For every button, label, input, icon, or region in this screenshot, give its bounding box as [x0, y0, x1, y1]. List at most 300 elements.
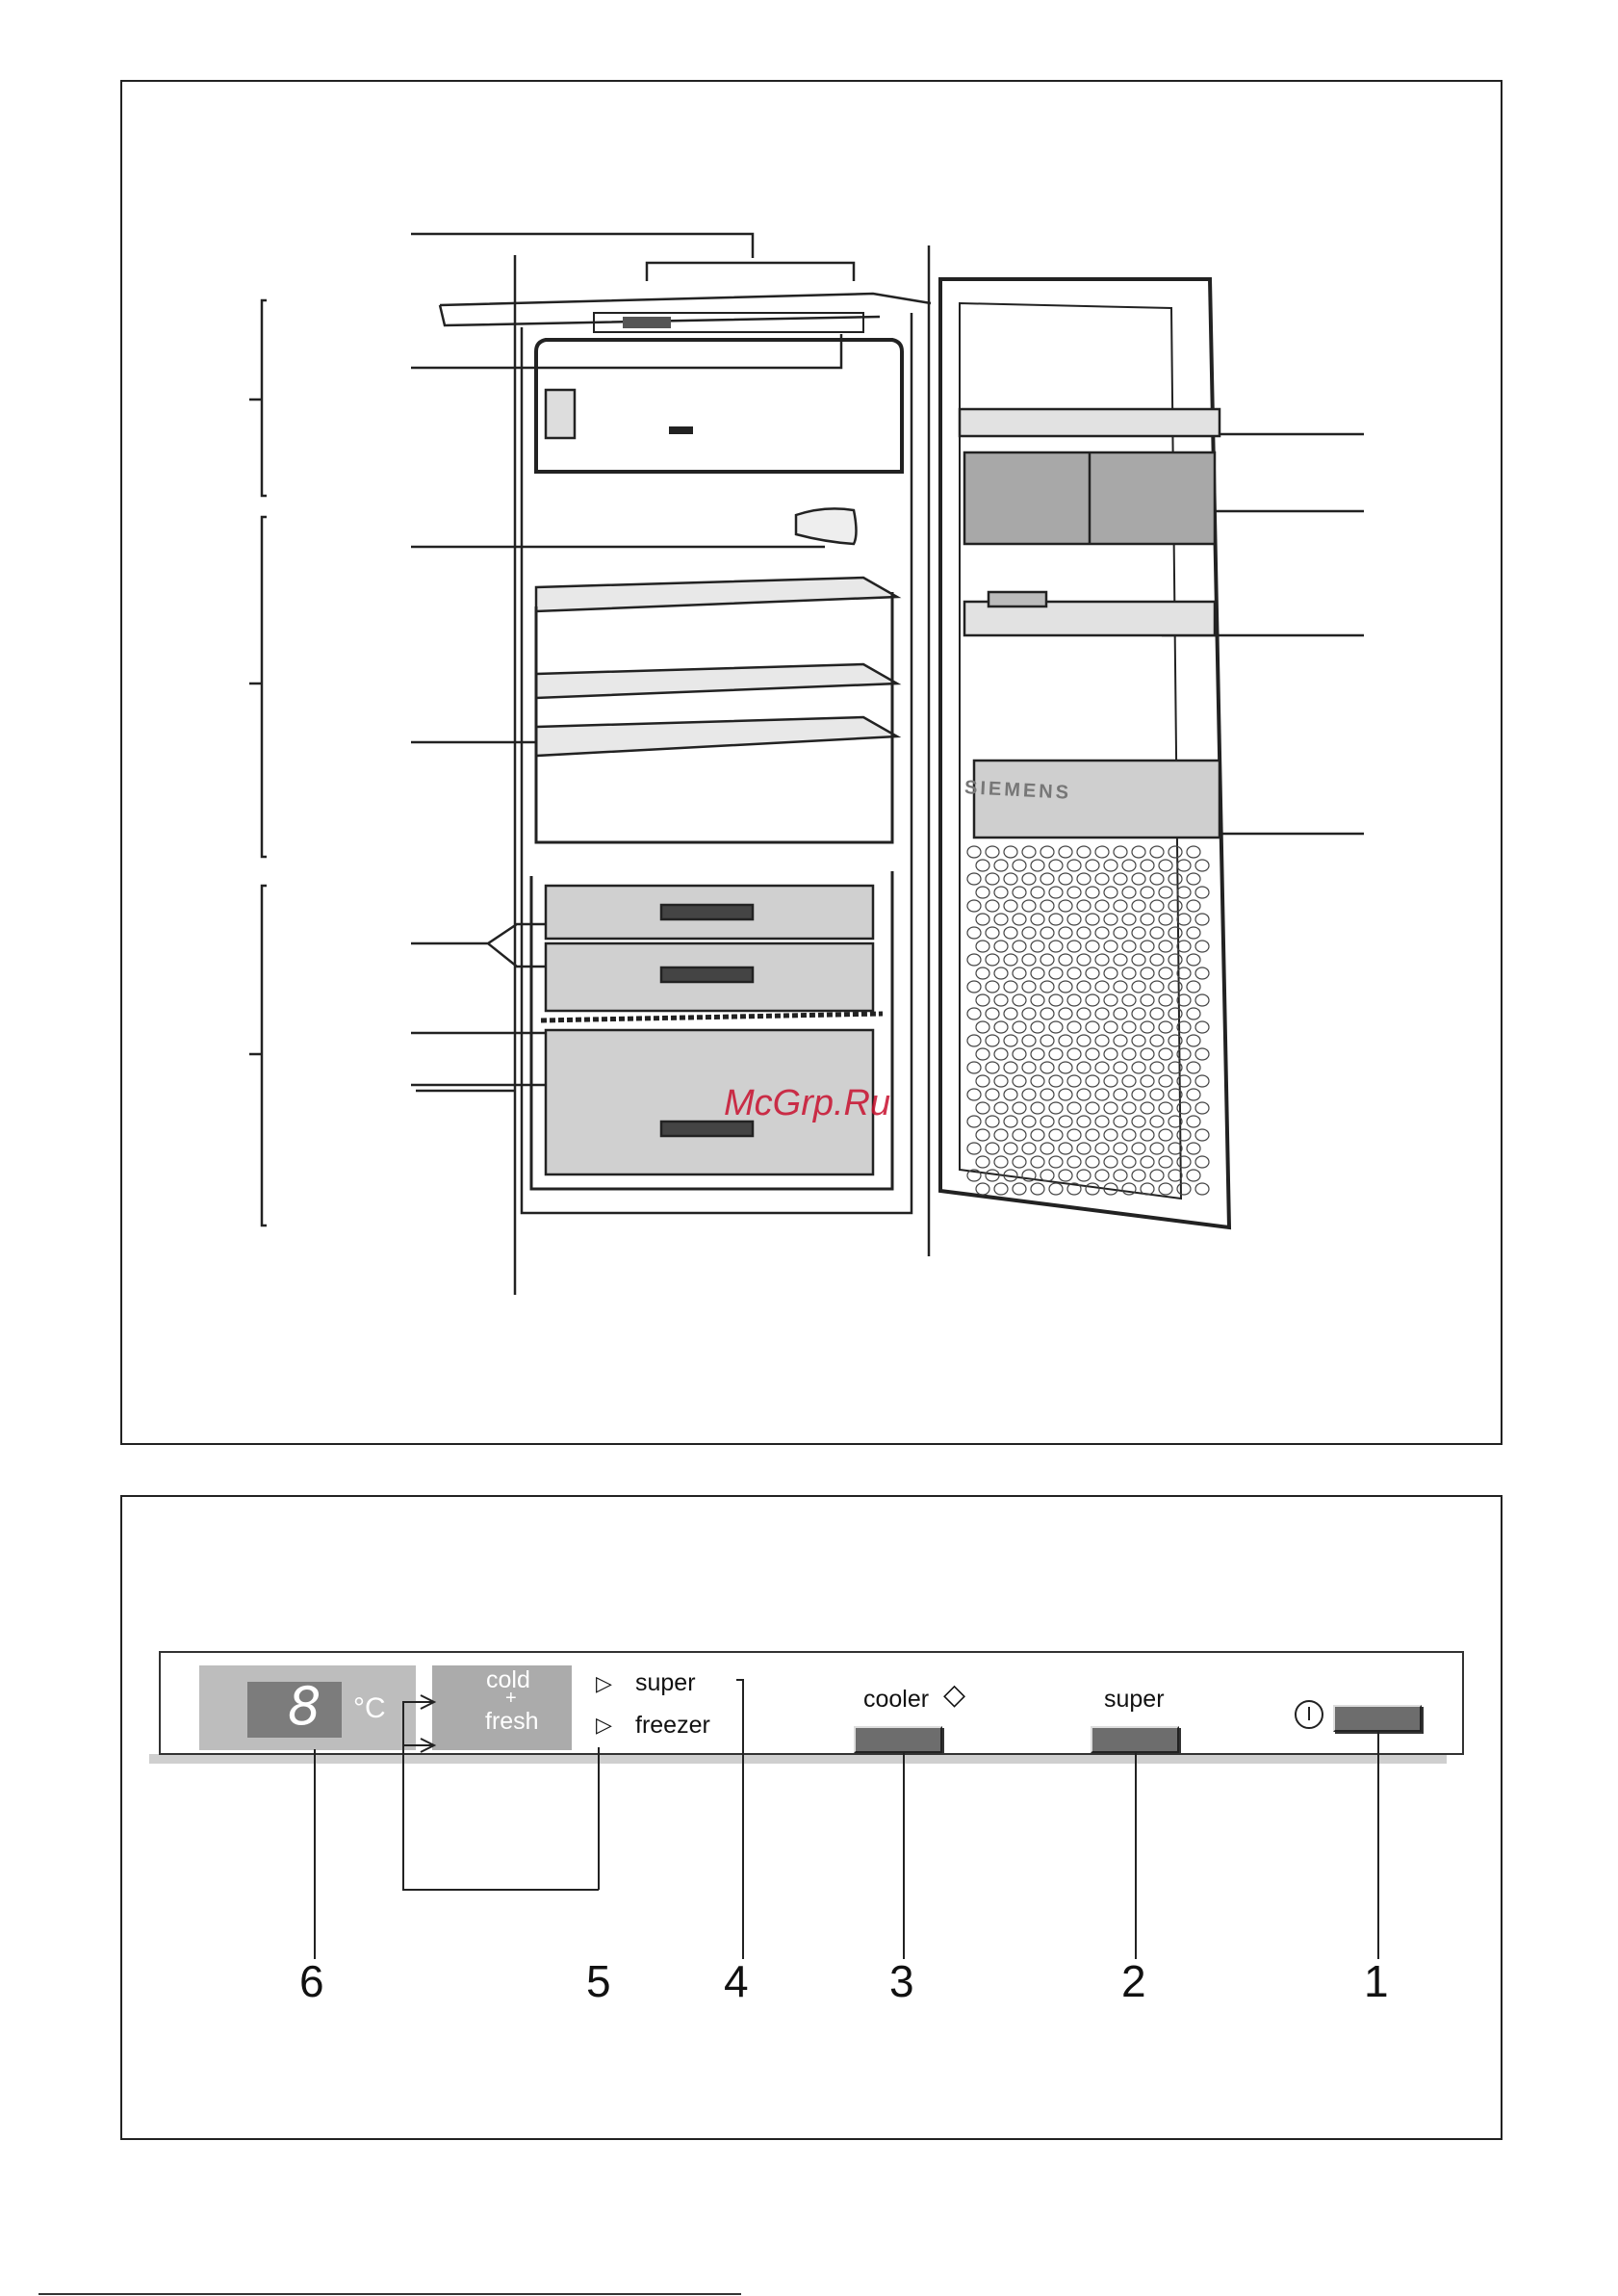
door-dimple: [1004, 981, 1017, 993]
door-dimple: [1159, 1048, 1172, 1060]
door-dimple: [1114, 927, 1127, 939]
door-dimple: [1122, 1048, 1136, 1060]
door-dimple: [1195, 941, 1209, 952]
door-dimple: [1187, 1116, 1200, 1127]
door-dimple: [1049, 1075, 1063, 1087]
door-dimple: [1013, 1048, 1026, 1060]
door-dimple: [1187, 873, 1200, 885]
door-dimple: [1159, 1129, 1172, 1141]
door-dimple: [1104, 994, 1117, 1006]
door-dimple: [1040, 846, 1054, 858]
door-dimple: [1132, 1035, 1145, 1046]
door-dimple: [1059, 927, 1072, 939]
door-dimple: [1031, 914, 1044, 925]
door-dimple: [1114, 873, 1127, 885]
door-dimple: [1095, 1143, 1109, 1154]
door-dimple: [994, 967, 1008, 979]
door-dimple: [1150, 981, 1164, 993]
door-dimple: [986, 900, 999, 912]
bracket-cooler: [249, 886, 267, 1225]
door-dimple: [1150, 1062, 1164, 1073]
door-dimple: [1040, 1008, 1054, 1019]
door-dimple: [1086, 860, 1099, 871]
door-dimple: [1086, 914, 1099, 925]
door-dimple: [1177, 1183, 1191, 1195]
door-dimple: [1187, 846, 1200, 858]
door-dimple: [1059, 1143, 1072, 1154]
door-dimple: [1022, 1008, 1036, 1019]
door-dimple: [1040, 1116, 1054, 1127]
door-dimple: [1132, 1089, 1145, 1100]
door-dimple: [1086, 967, 1099, 979]
door-dimple: [1187, 1062, 1200, 1073]
door-dimple: [1059, 1089, 1072, 1100]
door-dimple: [1177, 1129, 1191, 1141]
door-dimple: [1114, 1170, 1127, 1181]
door-dimple: [994, 860, 1008, 871]
door-dimple: [1187, 927, 1200, 939]
glass-shelf-3: [536, 717, 897, 756]
door-dimple: [1049, 1048, 1063, 1060]
door-dimple: [1095, 846, 1109, 858]
door-dimple: [1059, 873, 1072, 885]
door-dimple: [1095, 1089, 1109, 1100]
door-dimple: [1059, 846, 1072, 858]
door-dimple: [1195, 1075, 1209, 1087]
door-dimple: [1122, 1156, 1136, 1168]
door-dimple: [967, 1116, 981, 1127]
door-dimple: [1159, 1021, 1172, 1033]
door-dimple: [1195, 914, 1209, 925]
door-dimple: [1187, 900, 1200, 912]
super-button-label: super: [1104, 1686, 1165, 1713]
door-dimple: [1095, 1170, 1109, 1181]
door-dimple: [1195, 967, 1209, 979]
door-dimple: [1169, 981, 1182, 993]
door-dimple: [994, 1156, 1008, 1168]
door-dimple: [1150, 927, 1164, 939]
door-dimple: [1049, 941, 1063, 952]
door-dimple: [1150, 1116, 1164, 1127]
door-dimple: [1150, 954, 1164, 966]
door-dimple: [1004, 1008, 1017, 1019]
door-dimple: [976, 887, 989, 898]
door-dimple: [994, 1129, 1008, 1141]
door-dimple: [1086, 1102, 1099, 1114]
door-dimple: [1059, 981, 1072, 993]
door-dimple: [1195, 994, 1209, 1006]
door-dimple: [1077, 1116, 1091, 1127]
door-dimple: [1049, 887, 1063, 898]
door-dimple: [1077, 1143, 1091, 1154]
door-dimple: [1095, 873, 1109, 885]
door-dimple: [1031, 967, 1044, 979]
door-dimple: [1122, 1102, 1136, 1114]
door-dimple: [1114, 981, 1127, 993]
door-dimple: [986, 1143, 999, 1154]
door-dimple: [1013, 1129, 1026, 1141]
door-dimple: [1031, 1156, 1044, 1168]
temperature-digit: 8: [288, 1676, 321, 1737]
cooler-button-label: cooler: [863, 1686, 930, 1713]
door-dimple: [1187, 1143, 1200, 1154]
door-dimple: [1031, 994, 1044, 1006]
door-dimple: [1132, 1170, 1145, 1181]
door-dimple: [1013, 1156, 1026, 1168]
door-dimple: [1004, 1035, 1017, 1046]
door-dimple: [1004, 873, 1017, 885]
door-dimple: [1114, 1143, 1127, 1154]
door-dimple: [1122, 1183, 1136, 1195]
door-dimple: [1049, 1102, 1063, 1114]
door-dimple: [1187, 981, 1200, 993]
door-dimple: [1031, 1183, 1044, 1195]
door-dimple: [1095, 900, 1109, 912]
door-dimple: [967, 900, 981, 912]
door-dimple: [1059, 1062, 1072, 1073]
door-dimple: [976, 1156, 989, 1168]
door-dimple: [1022, 1143, 1036, 1154]
leader-4: [736, 1680, 743, 1959]
door-dimple: [1077, 900, 1091, 912]
door-dimple: [1059, 1035, 1072, 1046]
door-dimple: [1141, 941, 1154, 952]
door-dimple: [1104, 1075, 1117, 1087]
door-dimple: [994, 1021, 1008, 1033]
door-dimple: [1187, 954, 1200, 966]
door-dimple: [1067, 860, 1081, 871]
door-dimple: [1122, 914, 1136, 925]
glass-shelf-1: [536, 578, 897, 611]
door-dimple: [1195, 1102, 1209, 1114]
door-dimple: [976, 860, 989, 871]
door-dimple: [976, 967, 989, 979]
door-dimple: [1141, 1021, 1154, 1033]
door-dimple: [1031, 887, 1044, 898]
door-dimple: [1132, 1008, 1145, 1019]
door-dimple: [967, 1062, 981, 1073]
door-dimple: [1059, 1116, 1072, 1127]
door-dimple: [1114, 846, 1127, 858]
interior-light: [796, 508, 857, 544]
refrigerator-illustration: [122, 82, 1504, 1447]
super-freezer-indicator-bottom: ▷: [596, 1713, 612, 1737]
door-dimple: [1114, 1116, 1127, 1127]
door-dimple: [1086, 1075, 1099, 1087]
door-dimple: [1022, 1116, 1036, 1127]
door-dimple: [967, 954, 981, 966]
door-dimple: [994, 941, 1008, 952]
super-freezer-indicator-top: ▷: [596, 1671, 612, 1695]
door-dimple: [1104, 914, 1117, 925]
door-dimple: [1195, 1021, 1209, 1033]
door-dimple: [1013, 967, 1026, 979]
door-dimple: [1049, 1129, 1063, 1141]
cooler-divider: [541, 1014, 883, 1020]
door-dimple: [976, 941, 989, 952]
door-dimple: [976, 1129, 989, 1141]
door-dimple: [1114, 1008, 1127, 1019]
door-dimple: [1195, 1183, 1209, 1195]
door-dimple: [1141, 1048, 1154, 1060]
door-dimple: [1132, 873, 1145, 885]
door-dimple: [1040, 927, 1054, 939]
door-dimple: [1022, 1035, 1036, 1046]
door-dimple: [967, 1143, 981, 1154]
door-dimple: [986, 1008, 999, 1019]
door-dimple: [994, 1102, 1008, 1114]
freezer-compartment: [536, 340, 902, 472]
bracket-fridge: [249, 517, 267, 857]
door-dimple: [967, 873, 981, 885]
glass-shelf-2: [536, 664, 897, 698]
door-dimple: [1077, 1035, 1091, 1046]
door-dimple: [967, 846, 981, 858]
door-dimple: [1022, 1062, 1036, 1073]
door-dimple: [1104, 1102, 1117, 1114]
door-dimple: [1022, 900, 1036, 912]
door-dimple: [1104, 887, 1117, 898]
door-dimple: [1122, 1129, 1136, 1141]
mode-fresh-label: fresh: [485, 1708, 539, 1735]
door-dimple: [1086, 1048, 1099, 1060]
door-dimple: [1159, 967, 1172, 979]
door-dimple: [1022, 927, 1036, 939]
door-dimple: [1159, 914, 1172, 925]
door-dimple: [1095, 954, 1109, 966]
door-dimple: [976, 914, 989, 925]
callout-6: 6: [299, 1956, 324, 2006]
door-dimple: [1077, 927, 1091, 939]
door-dimple: [1177, 914, 1191, 925]
door-dimple: [1067, 1129, 1081, 1141]
door-dimple: [1077, 1170, 1091, 1181]
door-dimple: [1141, 1075, 1154, 1087]
door-dimple: [1132, 900, 1145, 912]
door-dimple: [1095, 981, 1109, 993]
door-dimple: [1086, 1129, 1099, 1141]
super-indicator-label: super: [635, 1669, 696, 1696]
door-dimple: [1077, 1089, 1091, 1100]
power-symbol: I: [1306, 1704, 1312, 1725]
door-dimple: [994, 1183, 1008, 1195]
door-dimple: [1159, 1102, 1172, 1114]
door-dimple: [1004, 927, 1017, 939]
door-dimple: [1067, 1075, 1081, 1087]
door-dimple: [1049, 967, 1063, 979]
door-dimple: [967, 927, 981, 939]
door-dimple: [976, 1075, 989, 1087]
door-dimple: [994, 1075, 1008, 1087]
door-dimple: [1122, 887, 1136, 898]
door-dimple: [1077, 1008, 1091, 1019]
door-dimple: [1004, 1143, 1017, 1154]
door-dimple: [1031, 1048, 1044, 1060]
door-dimple: [1040, 1062, 1054, 1073]
door-dimple: [1040, 1089, 1054, 1100]
door-dimple: [1049, 1021, 1063, 1033]
door-dimple: [1141, 914, 1154, 925]
door-dimple: [1095, 1116, 1109, 1127]
door-dimple: [1049, 1183, 1063, 1195]
door-dimple: [994, 994, 1008, 1006]
door-dimple: [1077, 981, 1091, 993]
door-dimple: [1132, 1062, 1145, 1073]
door-dimple: [1169, 900, 1182, 912]
door-dimple: [1141, 887, 1154, 898]
door-dimple: [1040, 981, 1054, 993]
door-dimple: [1022, 846, 1036, 858]
door-dimple: [1067, 1102, 1081, 1114]
door-shelf-1: [960, 409, 1220, 436]
door-dimple: [1086, 887, 1099, 898]
door-dimple: [1114, 1062, 1127, 1073]
door-dimple: [1031, 1075, 1044, 1087]
door-dimple: [1013, 994, 1026, 1006]
door-dimple: [1040, 873, 1054, 885]
door-dimple: [1187, 1008, 1200, 1019]
door-dimple: [1114, 1035, 1127, 1046]
door-dimple: [1159, 860, 1172, 871]
door-dimple: [1013, 1021, 1026, 1033]
door-dimple: [1040, 1035, 1054, 1046]
leader-top: [411, 234, 854, 281]
door-dimple: [1141, 860, 1154, 871]
door-dimple: [967, 981, 981, 993]
door-dimple: [1195, 860, 1209, 871]
door-dimple: [967, 1089, 981, 1100]
door-dimple: [1177, 860, 1191, 871]
door-dimple: [1031, 1021, 1044, 1033]
door-dimple: [1095, 927, 1109, 939]
figure-1-panel: [120, 80, 1502, 1445]
door-dimple: [1095, 1062, 1109, 1073]
mode-cold-label: cold: [486, 1666, 530, 1693]
door-dimple: [1013, 1102, 1026, 1114]
door-dimple: [1141, 1129, 1154, 1141]
door-dimple: [1150, 1008, 1164, 1019]
door-dimple: [1150, 846, 1164, 858]
footer-rule: [39, 2293, 741, 2295]
door-dimple: [1159, 994, 1172, 1006]
cooler-up-down-icon: ◇: [943, 1679, 966, 1711]
door-dimple: [1059, 1008, 1072, 1019]
door-dimple: [1132, 927, 1145, 939]
door-dimple: [994, 914, 1008, 925]
door-dimple: [1067, 914, 1081, 925]
door-dimple: [1013, 1183, 1026, 1195]
bracket-freezer: [249, 300, 267, 496]
door-dimple: [1159, 1183, 1172, 1195]
door-dimple: [1013, 1075, 1026, 1087]
door-dimple: [1132, 1143, 1145, 1154]
door-dimple: [1150, 1089, 1164, 1100]
door-dimple: [1104, 941, 1117, 952]
door-dimple: [994, 887, 1008, 898]
door-dimple: [1177, 887, 1191, 898]
door-dimple: [1141, 1102, 1154, 1114]
door-dimple: [1031, 860, 1044, 871]
door-dimple: [976, 1183, 989, 1195]
door-dimple: [1159, 887, 1172, 898]
door-dimple: [986, 927, 999, 939]
door-dimple: [1031, 1129, 1044, 1141]
door-dimple: [976, 1102, 989, 1114]
door-dimple: [1141, 994, 1154, 1006]
temperature-unit: °C: [353, 1692, 386, 1724]
callout-2: 2: [1121, 1956, 1146, 2006]
door-dimple: [1141, 1156, 1154, 1168]
door-dimple: [1059, 1170, 1072, 1181]
door-dimple: [1150, 900, 1164, 912]
door-dimple: [1013, 860, 1026, 871]
door-dimple: [1040, 900, 1054, 912]
door-dimple: [1122, 941, 1136, 952]
door-dimple: [1004, 1089, 1017, 1100]
door-dimple: [1104, 1021, 1117, 1033]
door-dimple: [1022, 954, 1036, 966]
watermark: McGrp.Ru: [724, 1083, 891, 1123]
door-dimple: [1067, 887, 1081, 898]
door-dimple: [986, 846, 999, 858]
leader-5: [403, 1702, 599, 1890]
door-dimple: [1150, 1143, 1164, 1154]
door-dimple: [1104, 1156, 1117, 1168]
door-dimple: [1067, 967, 1081, 979]
door-dimple: [986, 954, 999, 966]
door-dimple: [1159, 1075, 1172, 1087]
door-dimple: [1067, 994, 1081, 1006]
door-dimple: [1114, 1089, 1127, 1100]
freezer-indicator-label: freezer: [635, 1712, 710, 1739]
door-dimple: [1013, 914, 1026, 925]
door-dimple: [1022, 873, 1036, 885]
door-dimple: [1040, 1143, 1054, 1154]
door-dimple: [1195, 1048, 1209, 1060]
door-dimple: [1122, 994, 1136, 1006]
door-dimple: [1077, 873, 1091, 885]
door-dimple: [1114, 900, 1127, 912]
cabinet-top: [440, 294, 931, 305]
door-dimple: [967, 1035, 981, 1046]
door-dimple: [1114, 954, 1127, 966]
door-dimple: [1159, 941, 1172, 952]
door-dimple: [1077, 846, 1091, 858]
door-dimple: [1022, 981, 1036, 993]
door-dimple: [1004, 1062, 1017, 1073]
callout-5: 5: [586, 1956, 611, 2006]
door-dimple: [1104, 967, 1117, 979]
door-dimple: [1150, 1170, 1164, 1181]
door-dimple: [1132, 954, 1145, 966]
door-dimple: [986, 981, 999, 993]
door-dimple: [1031, 941, 1044, 952]
door-dimple: [1150, 1035, 1164, 1046]
door-dimple: [1004, 1116, 1017, 1127]
door-dimple: [976, 1021, 989, 1033]
door-dimple: [967, 1008, 981, 1019]
door-dimple: [1187, 1089, 1200, 1100]
callout-1: 1: [1364, 1956, 1389, 2006]
door-dimple: [1049, 1156, 1063, 1168]
door-dimple: [1022, 1089, 1036, 1100]
door-dimple: [986, 873, 999, 885]
control-leaders: [122, 1497, 1504, 2142]
door-dimple: [1104, 1048, 1117, 1060]
door-dimple: [1004, 954, 1017, 966]
door-dimple: [1169, 927, 1182, 939]
door-dimple: [1195, 1156, 1209, 1168]
